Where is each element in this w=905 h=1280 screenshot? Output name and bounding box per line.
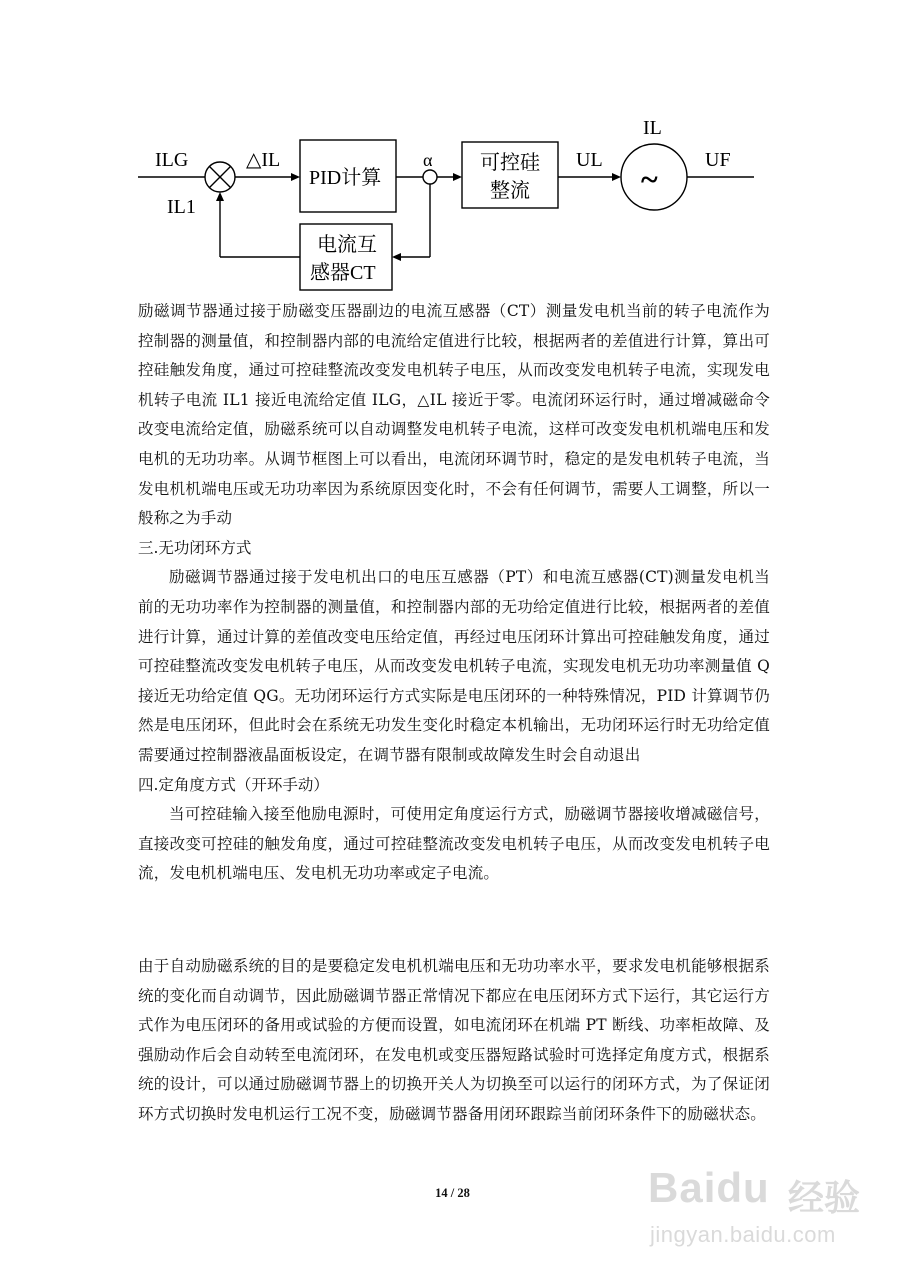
ct-block-label-1: 电流互 (317, 234, 377, 256)
page-number: 14 / 28 (435, 1186, 470, 1200)
generator-tilde: ~ (641, 161, 658, 197)
error-label: △IL (246, 149, 281, 171)
uf-label: UF (705, 149, 731, 171)
scr-block-label-2: 整流 (490, 180, 530, 202)
current-loop-block-diagram (0, 0, 905, 300)
watermark-brand-cn: 经验 (788, 1178, 861, 1219)
paragraph-reactive-loop: 励磁调节器通过接于发电机出口的电压互感器（PT）和电流互感器(CT)测量发电机当前的无功功率作为控制器的测量值，和控制器内部的无功给定值进行比较，根据两者的差值进行计算，通过计算的差值改变电压给定值，再经过电压闭环计算出可控硅触发角度，通过可控硅整流改变发电机转子电压，从而改变发电机转子电流，实现发电机无功功率测量值 Q 接近无功给定值 QG。无功闭环运行方式实际是电压闭环的一种特殊情况，PID 计算调节仍然是电压闭环，但此时会在系统无功发生变化时稳定本机输出，无功闭环运行时无功给定值需要通过控制器液晶面板设定，在调节器有限制或故障发生时会自动退出 (138, 568, 770, 764)
il-label: IL (643, 117, 662, 139)
heading-fixed-angle: 四.定角度方式（开环手动） (138, 775, 329, 794)
heading-reactive-loop: 三.无功闭环方式 (138, 538, 252, 557)
paragraph-fixed-angle: 当可控硅输入接至他励电源时，可使用定角度运行方式，励磁调节器接收增减磁信号，直接改变可控硅的触发角度，通过可控硅整流改变发电机转子电压，从而改变发电机转子电流，发电机机端电压、发电机无功功率或定子电流。 (138, 805, 770, 883)
paragraph-summary: 由于自动励磁系统的目的是要稳定发电机机端电压和无功功率水平，要求发电机能够根据系统的变化而自动调节，因此励磁调节器正常情况下都应在电压闭环方式下运行，其它运行方式作为电压闭环的备用或试验的方便而设置，如电流闭环在机端 PT 断线、功率柜故障、及强励动作后会自动转至电流闭环，在发电机或变压器短路试验时可选择定角度方式，根据系统的设计，可以通过励磁调节器上的切换开关人为切换至可以运行的闭环方式，为了保证闭环方式切换时发电机运行工况不变，励磁调节器备用闭环跟踪当前闭环条件下的励磁状态。 (138, 957, 770, 1123)
ul-label: UL (576, 149, 603, 171)
pid-block-label: PID计算 (309, 167, 382, 189)
alpha-junction (423, 170, 437, 184)
feedback-label: IL1 (167, 196, 196, 218)
alpha-label: α (423, 150, 433, 170)
scr-block-label-1: 可控硅 (480, 152, 540, 174)
watermark-brand: Baidu (648, 1164, 770, 1211)
watermark-url: jingyan.baidu.com (650, 1222, 836, 1247)
baidu-jingyan-watermark (640, 1150, 900, 1270)
body-text-2 (138, 952, 770, 1130)
ct-block-label-2: 感器CT (310, 262, 376, 284)
paragraph-current-loop: 励磁调节器通过接于励磁变压器副边的电流互感器（CT）测量发电机当前的转子电流作为控制器的测量值，和控制器内部的电流给定值进行比较，根据两者的差值进行计算，算出可控硅触发角度，通过可控硅整流改变发电机转子电压，从而改变发电机转子电流，实现发电机转子电流 IL1 接近电流给定值 ILG，△IL 接近于零。电流闭环运行时，通过增减磁命令改变电流给定值，励磁系统可以自动调整发电机转子电流，这样可改变发电机机端电压和发电机的无功功率。从调节框图上可以看出，电流闭环调节时，稳定的是发电机转子电流，当发电机机端电压或无功功率因为系统原因变化时，不会有任何调节，需要人工调整，所以一般称之为手动 (138, 302, 770, 528)
body-text (138, 297, 770, 889)
input-label: ILG (155, 149, 189, 171)
